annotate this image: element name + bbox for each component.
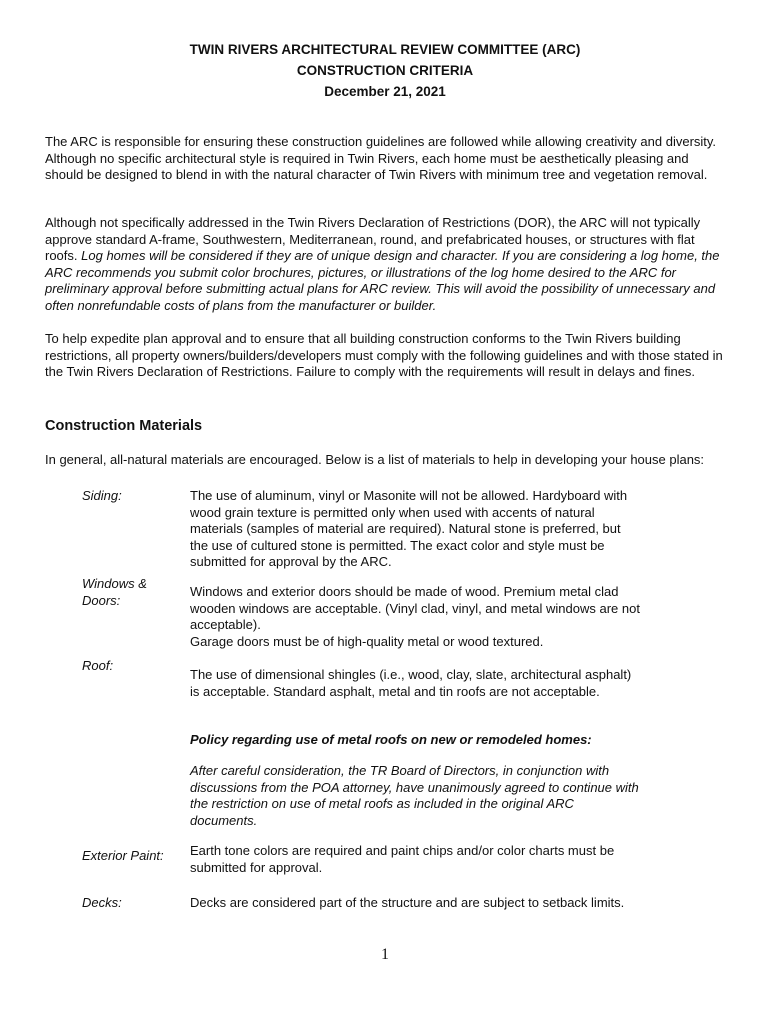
roof-label: Roof: (82, 658, 114, 673)
intro-paragraph-3: To help expedite plan approval and to ensure that all building construction conforms to the Twin Rivers building restrictions, all property owners/builders/developers must comply with the following guidelines and with those stated in the Twin Rivers Declaration of Restrictions. Failure to comply with the requirements will result in delays and fines. (45, 331, 723, 379)
decks-text: Decks are considered part of the structure and are subject to setback limits. (190, 895, 625, 910)
intro-paragraph-2 (45, 215, 727, 314)
windows-label-line-1: Windows & (82, 576, 147, 591)
metal-roof-policy-heading: Policy regarding use of metal roofs on new or remodeled homes: (190, 732, 592, 747)
windows-text: Windows and exterior doors should be made of wood. Premium metal clad wooden windows are acceptable. (Vinyl clad, vinyl, and metal windows are not acceptable). (190, 584, 640, 632)
roof-text: The use of dimensional shingles (i.e., wood, clay, slate, architectural asphalt) is acceptable. Standard asphalt, metal and tin roofs are not acceptable. (190, 667, 632, 699)
intro-paragraph-1: The ARC is responsible for ensuring these construction guidelines are followed while allowing creativity and diversity. Although no specific architectural style is required in Twin Rivers, each home must be aesthetically pleasing and should be designed to blend in with the natural character of Twin Rivers with minimum tree and vegetation removal. (45, 134, 717, 182)
windows-doors-label (82, 576, 182, 609)
garage-text: Garage doors must be of high-quality metal or wood textured. (190, 634, 544, 649)
exterior-paint-label: Exterior Paint: (82, 848, 164, 863)
page-number: 1 (381, 946, 389, 963)
metal-roof-policy-text: After careful consideration, the TR Board of Directors, in conjunction with discussions from the POA attorney, have unanimously agreed to continue with the restriction on use of metal roofs as included in the original ARC documents. (190, 763, 639, 828)
materials-intro: In general, all-natural materials are encouraged. Below is a list of materials to help in developing your house plans: (45, 452, 705, 467)
intro-paragraph-2-italic: Log homes will be considered if they are of unique design and character. If you are considering a log home, the ARC recommends you submit color brochures, pictures, or illustrations of the log home desired to the ARC for preliminary approval before submitting actual plans for ARC review. This will avoid the possibility of unnecessary and often nonrefundable costs of plans from the manufacturer or builder. (45, 248, 720, 313)
exterior-paint-text: Earth tone colors are required and paint chips and/or color charts must be submitted for approval. (190, 843, 615, 875)
windows-label-line-2: Doors: (82, 592, 121, 608)
construction-materials-heading: Construction Materials (45, 418, 203, 434)
document-subtitle: CONSTRUCTION CRITERIA (296, 63, 474, 78)
document-date: December 21, 2021 (324, 84, 446, 99)
siding-label: Siding: (82, 488, 122, 503)
decks-label: Decks: (82, 895, 122, 910)
siding-text: The use of aluminum, vinyl or Masonite will not be allowed. Hardyboard with wood grain texture is permitted only when used with accents of natural materials (samples of material are required). Natural stone is preferred, but the use of cultured stone is permitted. The exact color and style must be submitted for approval by the ARC. (190, 488, 628, 569)
intro-paragraph-2-normal: Although not specifically addressed in the Twin Rivers Declaration of Restrictions (DOR), the ARC will not typically approve standard A-frame, Southwestern, Mediterranean, round, and prefabricated houses, or structures with flat roofs. (45, 215, 701, 263)
document-title: TWIN RIVERS ARCHITECTURAL REVIEW COMMITTEE (ARC) (189, 42, 581, 57)
